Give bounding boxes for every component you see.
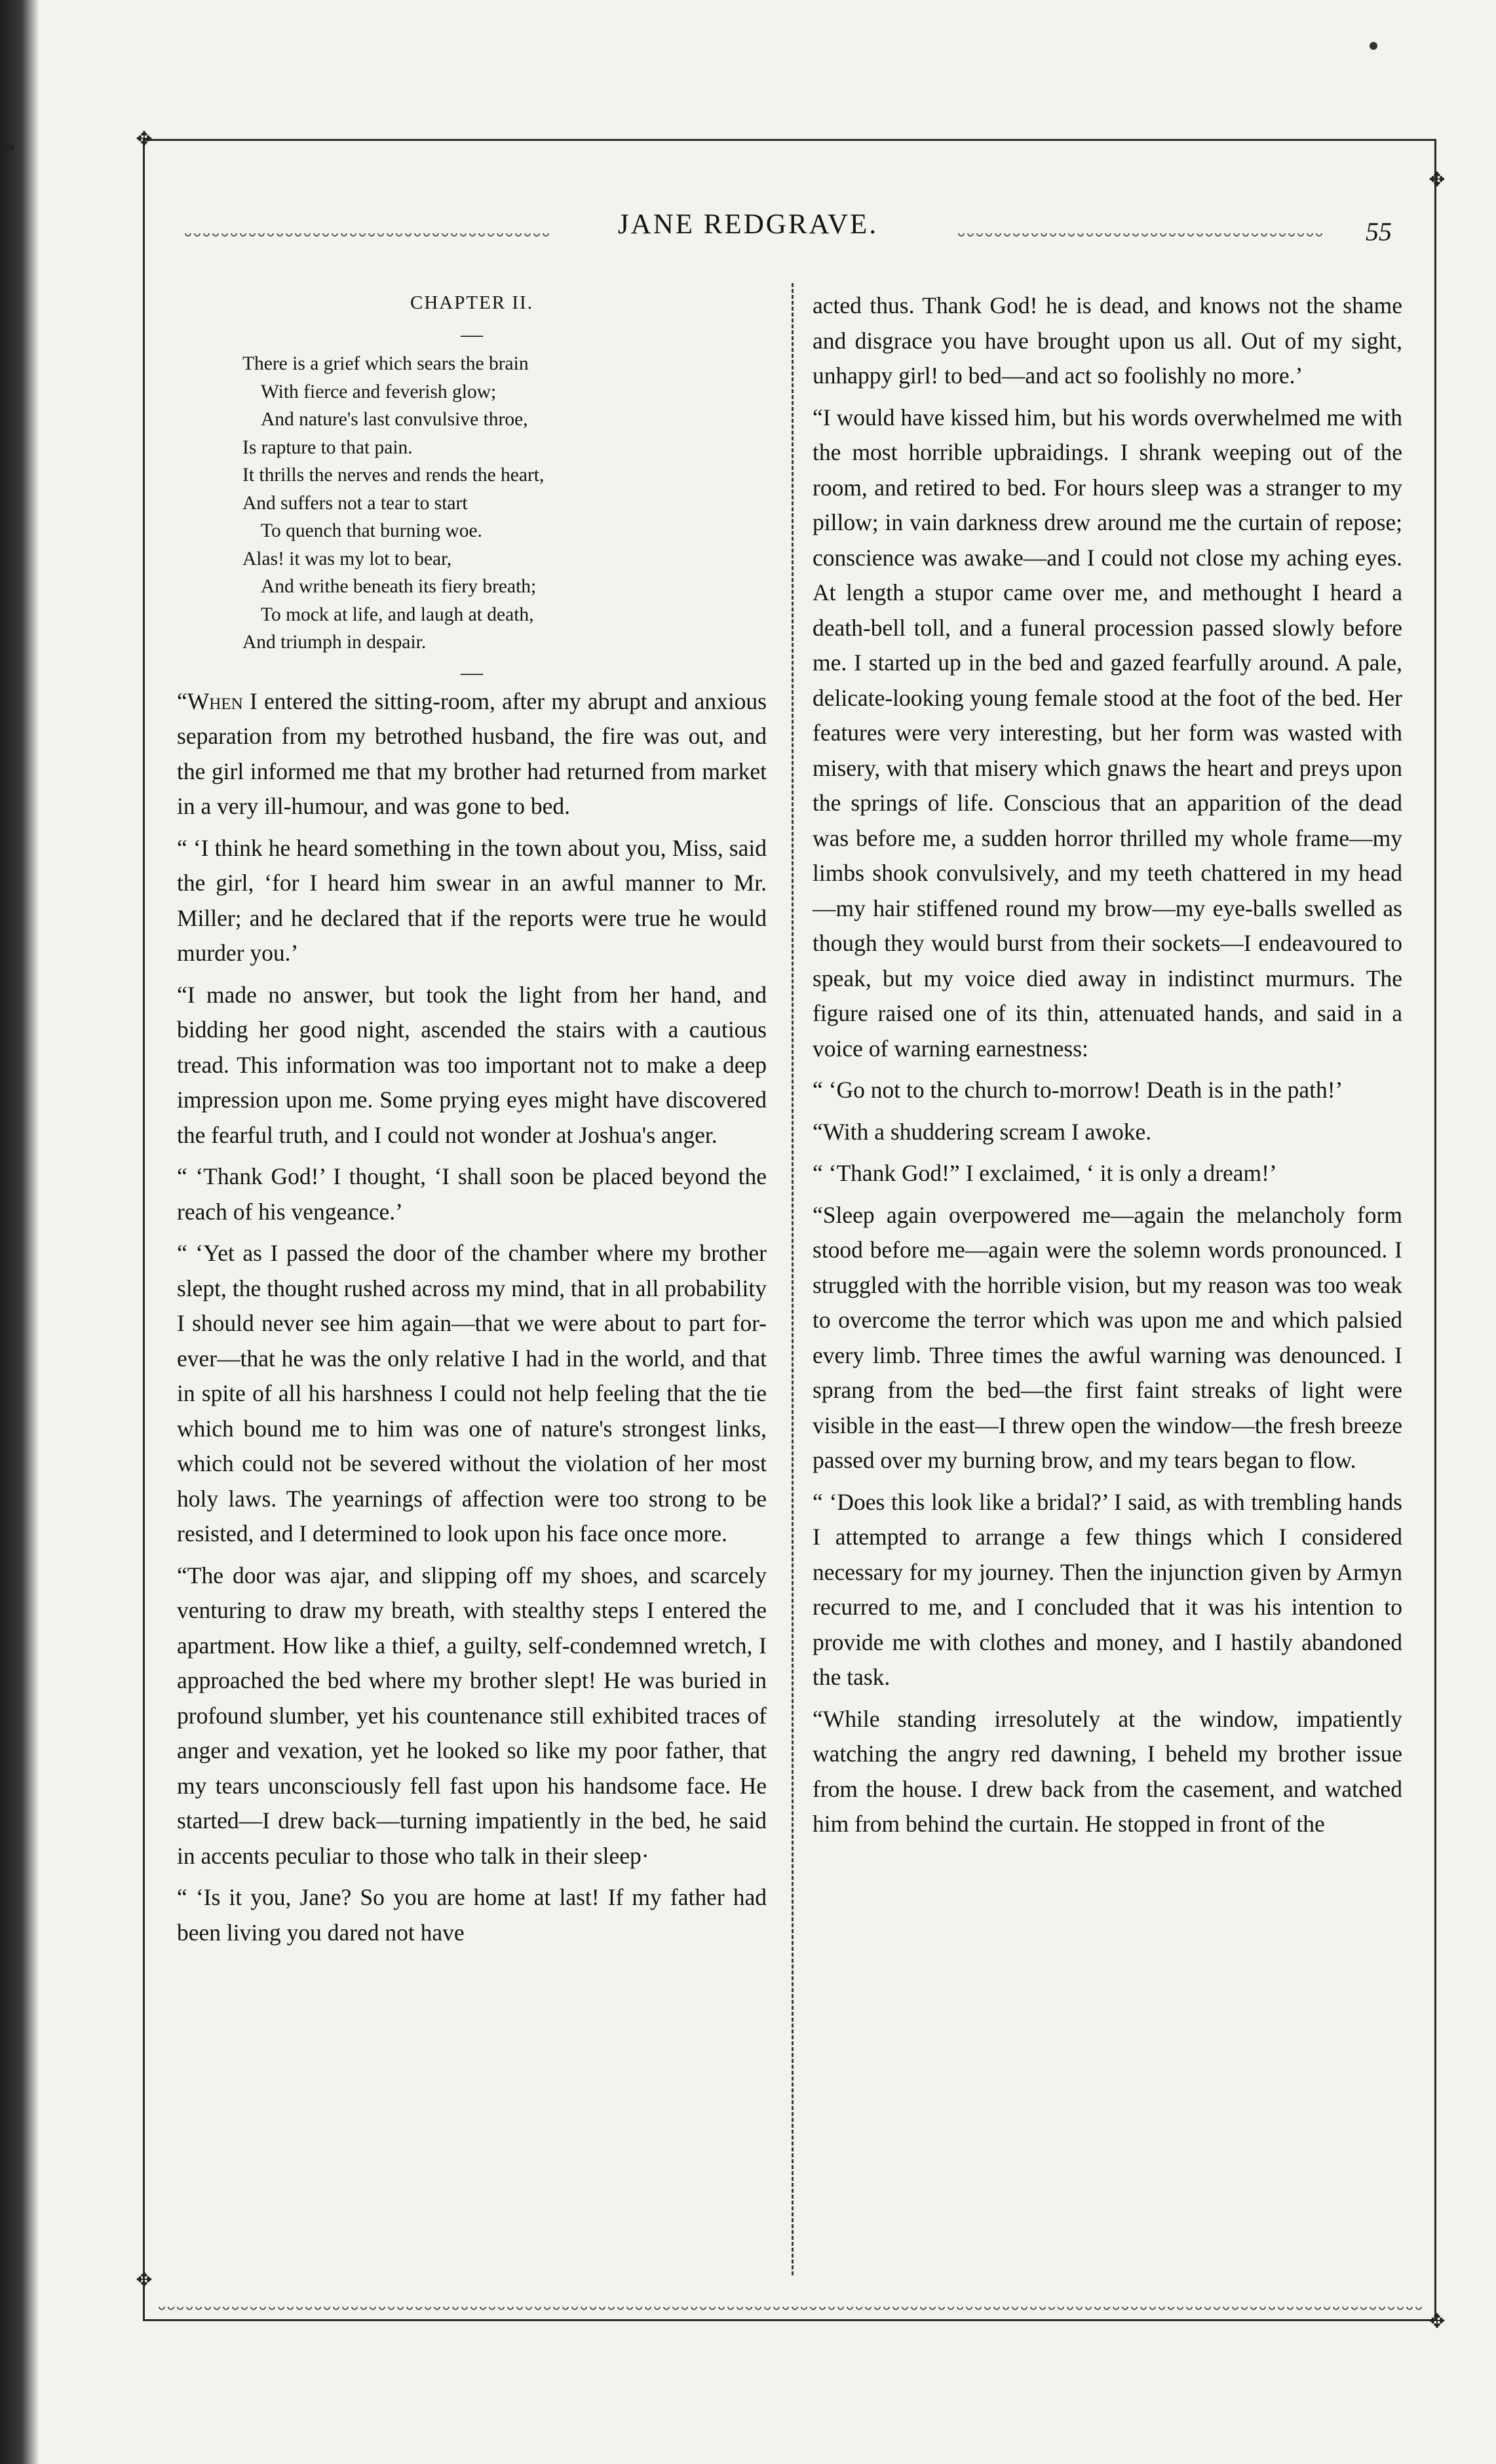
paragraph: “I would have kissed him, but his words overwhelmed me with the most horrible upbraidings. I shrank weeping out of the room, and retired to bed. For hours sleep was a stranger to my pillow; in vain darkness drew around me the curtain of repose; conscience was awake—and I could not close my aching eyes. At length a stupor came over me, and methought I heard a death-bell toll, and a funeral procession passed slowly before me. I started up in the bed and gazed fearfully around. A pale, delicate-looking young female stood at the foot of the bed. Her features were very interesting, but her form was wasted with misery, with that misery which gnaws the heart and preys upon the springs of life. Conscious that an apparition of the dead was before me, a sudden horror thrilled my whole frame—my limbs shook convulsively, and my teeth chattered in my head—my hair stiffened round my brow—my eye-balls swelled as though they would burst from their sockets—I endeavoured to speak, but my voice died away in indistinct murmurs. The figure raised one of its thin, attenuated hands, and said in a voice of warning earnestness: xyxy=(813,404,1402,1062)
paragraph: “While standing irresolutely at the window, impatiently watching the angry red dawning, I beheld my brother issue from the house. I drew back from the casement, and watched him from behind the curtain. He stopped in front of the xyxy=(813,1705,1402,1837)
poem-line: Is rapture to that pain. xyxy=(242,436,413,458)
left-column xyxy=(177,288,767,1957)
corner-ornament-top-left: ✥ xyxy=(136,128,153,151)
paragraph: “The door was ajar, and slipping off my shoes, and scarcely venturing to draw my breath, with stealthy steps I entered the apartment. How like a thief, a guilty, self-condemned wretch, I approached the bed where my brother slept! He was buried in profound slumber, yet his countenance still exhibited traces of anger and vexation, yet he looked so like my poor father, that my tears unconsciously fell fast upon his handsome face. He started—I drew back—turning impatiently in the bed, he said in accents peculiar to those who talk in their sleep· xyxy=(177,1562,767,1869)
ornament-dash-top: — xyxy=(461,322,483,347)
running-header-title: JANE REDGRAVE. xyxy=(617,209,879,240)
footer-rule xyxy=(157,2307,1422,2313)
epigraph-poem xyxy=(242,350,767,657)
paragraph: “ ‘Yet as I passed the door of the chamber where my brother slept, the thought rushed across my mind, that in all probability I should never see him again—that we were about to part for-ever—that he was the only relative I had in the world, and that in spite of all his harshness I could not help feeling that the tie which bound me to him was one of nature's strongest links, which could not be severed without the violation of her most holy laws. The yearnings of affection were too strong to be resisted, and I determined to look upon his face once more. xyxy=(177,1240,767,1547)
page-number: 55 xyxy=(1366,217,1392,246)
paragraph-text: I entered the sitting-room, after my abrupt and anxious separation from my betrothed husband, the fire was out, and the girl informed me that my brother had returned from market in a very ill-humour, and was gone to bed. xyxy=(177,687,767,819)
poem-line: Alas! it was my lot to bear, xyxy=(242,548,452,569)
poem-line: And nature's last convulsive throe, xyxy=(261,409,528,430)
poem-line: And writhe beneath its fiery breath; xyxy=(261,576,537,597)
page-edge-shadow xyxy=(0,0,39,2464)
poem-line: With fierce and feverish glow; xyxy=(261,381,497,402)
paragraph: “ ‘Is it you, Jane? So you are home at last! If my father had been living you dared not have xyxy=(177,1884,767,1946)
chapter-heading: CHAPTER II. xyxy=(410,292,533,313)
paragraph: “ ‘I think he heard something in the town about you, Miss, said the girl, ‘for I heard him swear in an awful manner to Mr. Miller; and he declared that if the reports were true he would murder you.’ xyxy=(177,834,767,966)
paragraph: “ ‘Does this look like a bridal?’ I said, as with trembling hands I attempted to arrange a few things which I considered necessary for my journey. Then the injunction given by Armyn recurred to me, and I concluded that it was his intention to provide me with clothes and money, and I hastily abandoned the task. xyxy=(813,1488,1402,1690)
paragraph: acted thus. Thank God! he is dead, and knows not the shame and disgrace you have brought upon us all. Out of my sight, unhappy girl! to bed—and act so foolishly no more.’ xyxy=(813,292,1402,389)
poem-line: To quench that burning woe. xyxy=(261,520,482,541)
poem-line: There is a grief which sears the brain xyxy=(242,353,529,374)
right-column xyxy=(813,288,1402,1849)
paragraph xyxy=(177,684,767,824)
poem-line: It thrills the nerves and rends the heart, xyxy=(242,465,545,486)
poem-line: And suffers not a tear to start xyxy=(242,492,468,514)
column-divider xyxy=(792,283,794,2275)
paragraph: “ ‘Thank God!” I exclaimed, ‘ it is only a dream!’ xyxy=(813,1160,1277,1186)
paragraph: “With a shuddering scream I awoke. xyxy=(813,1118,1152,1145)
corner-ornament-bottom-left: ✥ xyxy=(136,2269,153,2292)
ornament-dash-bottom: — xyxy=(461,660,483,685)
ink-speck xyxy=(1370,42,1377,50)
paragraph: “ ‘Thank God!’ I thought, ‘I shall soon be placed beyond the reach of his vengeance.’ xyxy=(177,1163,767,1225)
corner-ornament-top-right: ✥ xyxy=(1429,168,1446,191)
paragraph: “ ‘Go not to the church to-morrow! Death is in the path!’ xyxy=(813,1077,1343,1103)
poem-line: To mock at life, and laugh at death, xyxy=(261,604,534,625)
corner-ornament-bottom-right: ✥ xyxy=(1429,2310,1446,2333)
paragraph: “I made no answer, but took the light from her hand, and bidding her good night, ascended the stairs with a cautious tread. This information was too important not to make a deep impression upon me. Some prying eyes might have discovered the fearful truth, and I could not wonder at Joshua's anger. xyxy=(177,981,767,1148)
poem-line: And triumph in despair. xyxy=(242,632,427,653)
drop-word: “When xyxy=(177,687,243,714)
paragraph: “Sleep again overpowered me—again the melancholy form stood before me—again were the solemn words pronounced. I struggled with the horrible vision, but my reason was too weak to overcome the terror which was upon me and which palsied every limb. Three times the awful warning was denounced. I sprang from the bed—the first faint streaks of light were visible in the east—I threw open the window—the fresh breeze passed over my burning brow, and my tears began to flow. xyxy=(813,1201,1402,1473)
